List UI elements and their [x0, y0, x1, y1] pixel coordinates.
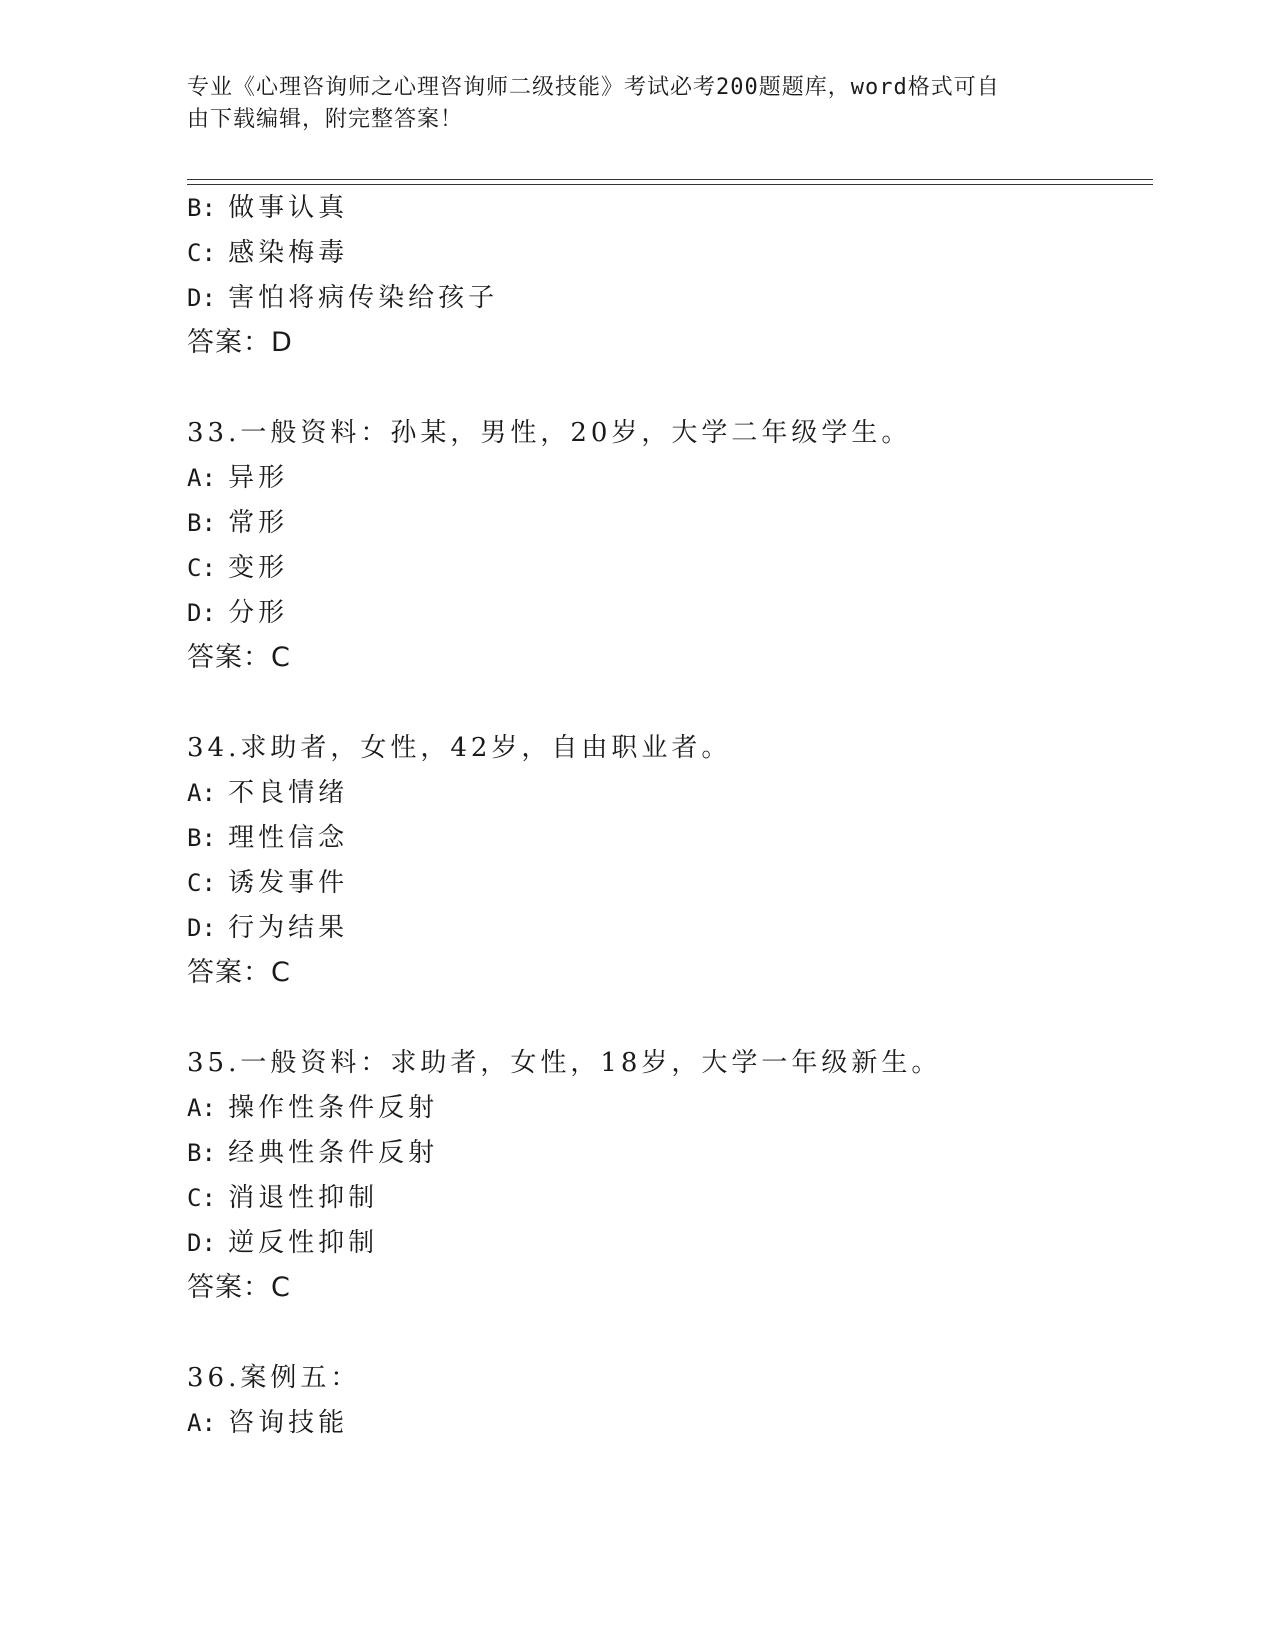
option-letter: C:: [187, 869, 216, 897]
answer-line: 答案：C: [187, 642, 291, 673]
header-line-1: 专业《心理咨询师之心理咨询师二级技能》考试必考200题题库，word格式可自: [187, 75, 1000, 100]
option-line: [187, 551, 288, 585]
option-line: [187, 506, 288, 540]
header-divider-top: [187, 179, 1153, 180]
option-letter: D:: [187, 914, 216, 942]
option-letter: C:: [187, 1184, 216, 1212]
option-letter: A:: [187, 1094, 216, 1122]
option-line: [187, 236, 348, 270]
option-line: [187, 1091, 438, 1125]
answer-line: 答案：D: [187, 327, 293, 358]
answer-line: 答案：C: [187, 957, 291, 988]
option-text: 咨询技能: [228, 1408, 349, 1438]
document-header: [187, 72, 1067, 136]
option-letter: D:: [187, 284, 216, 312]
option-line: [187, 1406, 348, 1440]
option-letter: D:: [187, 599, 216, 627]
question-34: 34.求助者，女性，42岁，自由职业者。: [187, 733, 732, 763]
answer-line: 答案：C: [187, 1272, 291, 1303]
option-text: 不良情绪: [228, 778, 349, 808]
question-36: 36.案例五：: [187, 1363, 361, 1393]
option-text: 感染梅毒: [228, 238, 349, 268]
option-line: [187, 1181, 378, 1215]
option-text: 经典性条件反射: [228, 1138, 439, 1168]
option-letter: A:: [187, 1409, 216, 1437]
option-letter: A:: [187, 779, 216, 807]
option-letter: C:: [187, 239, 216, 267]
option-line: [187, 911, 348, 945]
header-line-2: 由下载编辑，附完整答案！: [187, 107, 464, 132]
option-letter: C:: [187, 554, 216, 582]
option-line: [187, 821, 348, 855]
option-text: 常形: [228, 508, 289, 538]
option-letter: B:: [187, 824, 216, 852]
option-text: 理性信念: [228, 823, 349, 853]
option-letter: B:: [187, 1139, 216, 1167]
option-line: [187, 461, 288, 495]
option-text: 逆反性抑制: [228, 1228, 379, 1258]
option-text: 害怕将病传染给孩子: [228, 283, 499, 313]
option-text: 做事认真: [228, 193, 349, 223]
question-35: 35.一般资料：求助者，女性，18岁，大学一年级新生。: [187, 1048, 942, 1078]
option-line: [187, 596, 288, 630]
option-line: [187, 191, 348, 225]
option-line: [187, 1136, 438, 1170]
option-letter: B:: [187, 509, 216, 537]
option-text: 操作性条件反射: [228, 1093, 439, 1123]
option-line: [187, 776, 348, 810]
question-33: 33.一般资料：孙某，男性，20岁，大学二年级学生。: [187, 418, 912, 448]
option-letter: D:: [187, 1229, 216, 1257]
option-letter: B:: [187, 194, 216, 222]
option-text: 分形: [228, 598, 289, 628]
option-line: [187, 866, 348, 900]
option-text: 行为结果: [228, 913, 349, 943]
option-text: 变形: [228, 553, 289, 583]
option-text: 诱发事件: [228, 868, 349, 898]
option-text: 异形: [228, 463, 289, 493]
option-line: [187, 1226, 378, 1260]
header-divider-bottom: [187, 184, 1153, 185]
option-text: 消退性抑制: [228, 1183, 379, 1213]
option-letter: A:: [187, 464, 216, 492]
option-line: [187, 281, 498, 315]
